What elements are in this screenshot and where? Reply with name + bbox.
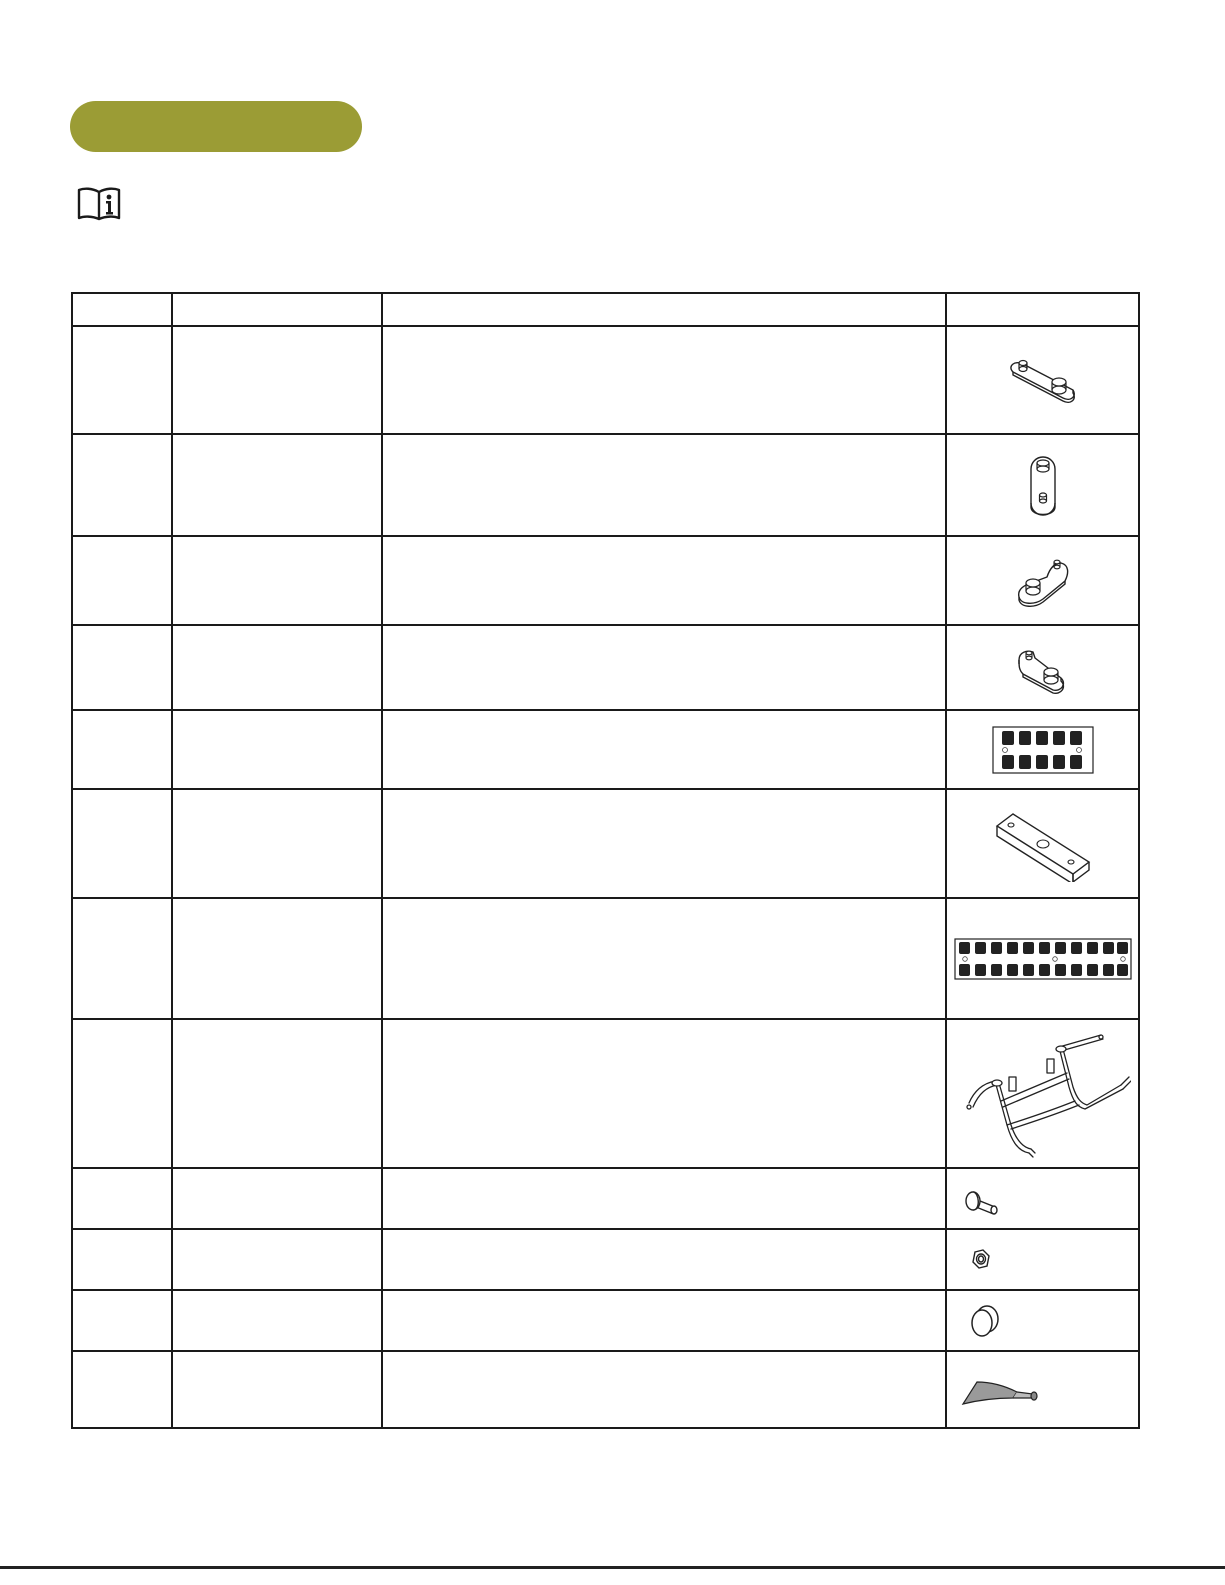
part-number (72, 710, 172, 789)
part-description (382, 898, 946, 1019)
table-row (72, 1168, 1139, 1229)
part-image-cell (946, 434, 1139, 536)
part-name (172, 1168, 382, 1229)
part-number (72, 326, 172, 434)
table-row (72, 326, 1139, 434)
part-description (382, 1229, 946, 1290)
col-header-name (172, 293, 382, 326)
part-number (72, 536, 172, 625)
base-frame-icon (955, 1027, 1131, 1161)
col-header-description (382, 293, 946, 326)
part-description (382, 710, 946, 789)
part-name (172, 710, 382, 789)
part-description (382, 434, 946, 536)
part-description (382, 1351, 946, 1428)
part-image-cell (946, 1351, 1139, 1428)
part-number (72, 625, 172, 710)
part-image-cell (946, 710, 1139, 789)
shaped-plate-bracket-icon (1013, 553, 1073, 609)
part-name (172, 1229, 382, 1290)
part-name (172, 1290, 382, 1351)
part-description (382, 1290, 946, 1351)
long-weight-label-sticker-icon (953, 937, 1133, 981)
rectangular-block-icon (993, 806, 1093, 882)
vertical-plate-two-studs-icon (1023, 449, 1063, 521)
part-name (172, 789, 382, 898)
bottom-rule (0, 1566, 1225, 1569)
part-description (382, 789, 946, 898)
part-image-cell (946, 1168, 1139, 1229)
nut-icon (947, 1240, 1119, 1280)
section-title-pill (70, 101, 362, 152)
tool-icon (947, 1370, 1119, 1410)
part-image-cell (946, 1229, 1139, 1290)
part-number (72, 1019, 172, 1168)
part-name (172, 536, 382, 625)
table-row (72, 536, 1139, 625)
part-image-cell (946, 789, 1139, 898)
weight-label-sticker-icon (991, 725, 1095, 775)
end-cap-icon (947, 1299, 1119, 1343)
part-number (72, 1168, 172, 1229)
table-row (72, 434, 1139, 536)
part-number (72, 789, 172, 898)
part-description (382, 1168, 946, 1229)
table-row (72, 1351, 1139, 1428)
table-row (72, 625, 1139, 710)
table-row (72, 1019, 1139, 1168)
part-name (172, 326, 382, 434)
part-image-cell (946, 536, 1139, 625)
table-row (72, 1290, 1139, 1351)
part-description (382, 625, 946, 710)
part-image-cell (946, 625, 1139, 710)
col-header-no (72, 293, 172, 326)
part-description (382, 1019, 946, 1168)
col-header-image (946, 293, 1139, 326)
part-number (72, 898, 172, 1019)
table-row (72, 1229, 1139, 1290)
table-row (72, 898, 1139, 1019)
part-number (72, 1229, 172, 1290)
table-header-row (72, 293, 1139, 326)
part-image-cell (946, 1290, 1139, 1351)
part-name (172, 1351, 382, 1428)
oval-plate-two-studs-icon (1003, 350, 1083, 410)
parts-table (71, 292, 1140, 1429)
manual-info-icon (76, 186, 122, 222)
part-image-cell (946, 1019, 1139, 1168)
part-description (382, 536, 946, 625)
table-row (72, 789, 1139, 898)
part-name (172, 898, 382, 1019)
part-name (172, 434, 382, 536)
part-number (72, 434, 172, 536)
part-name (172, 625, 382, 710)
part-image-cell (946, 326, 1139, 434)
bolt-icon (947, 1179, 1119, 1219)
part-description (382, 326, 946, 434)
notched-plate-bracket-icon (1013, 640, 1073, 696)
table-row (72, 710, 1139, 789)
part-number (72, 1351, 172, 1428)
part-name (172, 1019, 382, 1168)
part-image-cell (946, 898, 1139, 1019)
part-number (72, 1290, 172, 1351)
